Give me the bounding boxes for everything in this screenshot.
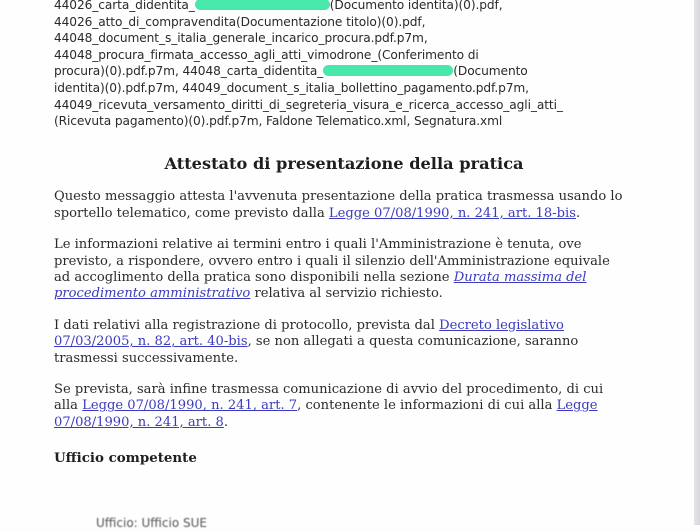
paragraph-text: , contenente le informazioni di cui alla: [297, 398, 557, 414]
duration-link[interactable]: Durata massima del procedimento amministrativo: [54, 270, 587, 302]
paragraph-text: I dati relativi alla registrazione di protocollo, prevista dal: [54, 317, 440, 333]
paragraph-text: .: [223, 414, 229, 430]
paragraph-text: relativa al servizio richiesto.: [250, 286, 443, 302]
attachment-line: identita)(0).pdf.p7m, 44049_document_s_italia_bollettino_pagamento.pdf.p7m,: [54, 80, 529, 95]
attachment-line: (Documento identita)(0).pdf,: [329, 0, 503, 12]
paragraph-presentation: [54, 189, 624, 222]
law-link-art-8[interactable]: Legge 07/08/1990, n. 241, art. 8: [54, 398, 598, 430]
paragraph-procedure: [54, 382, 624, 431]
attachment-line: (Ricevuta pagamento)(0).pdf.p7m, Faldone Telematico.xml, Segnatura.xml: [54, 114, 503, 129]
document-body: [54, 156, 624, 467]
decree-link-art-40-bis[interactable]: Decreto legislativo 07/03/2005, n. 82, art. 40-bis: [54, 317, 564, 350]
redaction-mark: [195, 0, 330, 10]
office-line: Ufficio: Ufficio SUE: [96, 516, 207, 530]
attachment-line: 44026_atto_di_compravendita(Documentazione titolo)(0).pdf,: [54, 14, 426, 29]
law-link-art-18-bis[interactable]: Legge 07/08/1990, n. 241, art. 18-bis: [328, 205, 576, 221]
law-link-art-7[interactable]: Legge 07/08/1990, n. 241, art. 7: [82, 398, 298, 414]
attachment-line: 44048_document_s_italia_generale_incarico_procura.pdf.p7m,: [54, 31, 428, 46]
paragraph-text: Se prevista, sarà infine trasmessa comunicazione di avvio del procedimento, di cui alla: [54, 382, 604, 414]
redaction-mark: [323, 65, 453, 76]
paragraph-text: .: [575, 205, 581, 221]
attachments-list: [54, 0, 614, 130]
attachment-line: 44026_carta_didentita_: [54, 0, 195, 12]
paragraph-protocol: [54, 318, 624, 367]
paragraph-text: , se non allegati a questa comunicazione, saranno trasmessi successivamente.: [54, 334, 579, 366]
attachment-line: (Documento: [453, 64, 528, 79]
attachment-line: 44049_ricevuta_versamento_diritti_di_segreteria_visura_e_ricerca_accesso_agli_atti_: [54, 97, 563, 112]
paragraph-terms: [54, 237, 624, 303]
paragraph-text: Le informazioni relative ai termini entro i quali l'Amministrazione è tenuta, ove previsto, a rispondere, ovvero entro i quali il silenzio dell'Amministrazione equivale ad accoglimento della pratica sono disponibili nella sezione: [54, 237, 610, 286]
section-title-office: Ufficio competente: [54, 450, 197, 467]
page-edge: [694, 0, 700, 525]
attachment-line: procura)(0).pdf.p7m, 44048_carta_didentita_: [54, 64, 324, 79]
attachment-line: 44048_procura_firmata_accesso_agli_atti_vimodrone_(Conferimento di: [54, 47, 479, 62]
page-title: Attestato di presentazione della pratica: [164, 154, 524, 173]
paragraph-text: Questo messaggio attesta l'avvenuta presentazione della pratica trasmessa usando lo sportello telematico, come previsto dalla: [54, 189, 623, 221]
